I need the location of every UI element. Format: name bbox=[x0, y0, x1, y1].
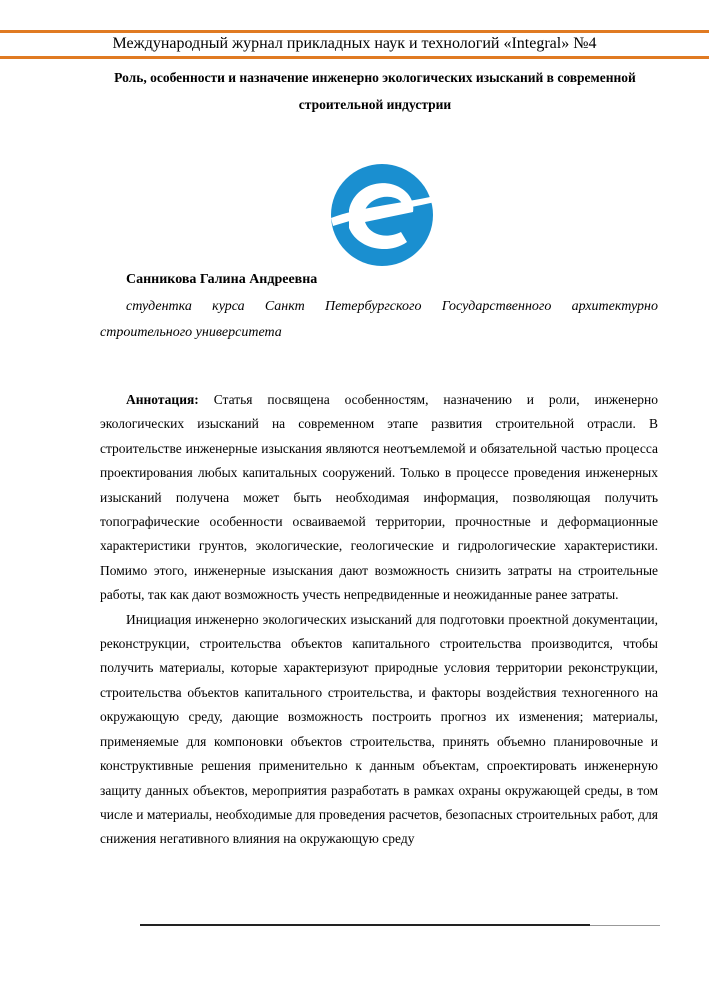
article-body bbox=[100, 388, 658, 852]
author-name: Санникова Галина Андреевна bbox=[126, 272, 318, 287]
integral-e-logo-icon bbox=[327, 160, 437, 268]
journal-header: Международный журнал прикладных наук и технологий «Integral» №4 bbox=[112, 35, 597, 52]
footer-rule-fade bbox=[590, 925, 660, 926]
footer-rule bbox=[140, 924, 590, 926]
header-bottom-rule bbox=[0, 56, 709, 59]
body-paragraph: Инициация инженерно экологических изысканий для подготовки проектной документации, реконструкции, строительства объектов капитального строительства производится, чтобы получить материалы, которые характеризуют природные условия территории реконструкции, строительства объектов капитального строительства, и факторы воздействия техногенного на окружающую среду, дающие возможность построить прогноз их изменения; материалы, применяемые для компоновки объектов строительства, принять объемно планировочные и конструктивные решения применительно к данным объектам, спроектировать инженерную защиту данных объектов, мероприятия разработать в рамках охраны окружающей среды, в том числе и материалы, необходимые для проведения расчетов, безопасных строительных работ, для снижения негативного влияния на окружающую среду bbox=[100, 611, 658, 847]
abstract-text: Статья посвящена особенностям, назначению и роли, инженерно экологических изысканий на современном этапе развития строительной отрасли. В строительстве инженерные изыскания являются неотъемлемой и обязательной частью процесса проектирования любых капитальных сооружений. Только в процессе проведения инженерных изысканий получена может быть необходимая информация, позволяющая получить топографические особенности осваиваемой территории, прочностные и деформационные характеристики грунтов, экологические, геологические и гидрологические характеристики. Помимо этого, инженерные изыскания дают возможность снизить затраты на строительные работы, так как дают возможность учесть непредвиденные и неожиданные ранее затраты. bbox=[100, 392, 658, 603]
abstract-paragraph bbox=[100, 388, 658, 608]
affiliation-line-1: студентка курса Санкт Петербургского Государственного архитектурно bbox=[126, 299, 658, 314]
abstract-label: Аннотация: bbox=[126, 392, 199, 407]
article-title: Роль, особенности и назначение инженерно экологических изысканий в современной строительной индустрии bbox=[114, 70, 636, 112]
affiliation-line-2: строительного университета bbox=[100, 325, 282, 340]
author-affiliation bbox=[100, 294, 658, 346]
